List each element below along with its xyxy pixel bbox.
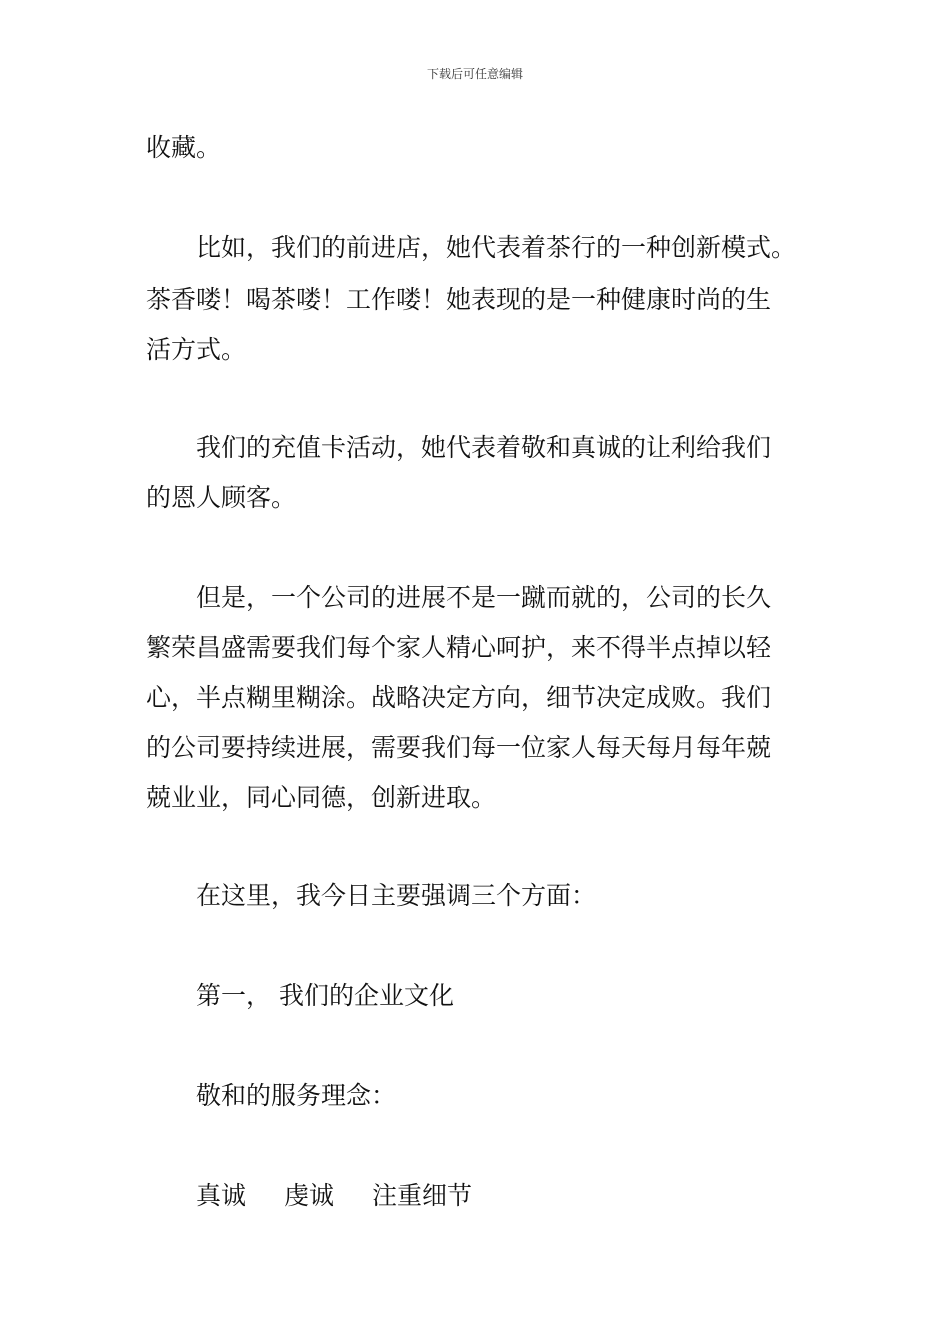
paragraph-line: 在这里，我今日主要强调三个方面： (196, 881, 597, 910)
paragraph-line: 兢业业，同心同德，创新进取。 (146, 783, 497, 812)
page-header: 下载后可任意编辑 (426, 67, 523, 81)
paragraph-line: 繁荣昌盛需要我们每个家人精心呵护，来不得半点掉以轻 (146, 633, 772, 662)
paragraph-line: 我们的充值卡活动，她代表着敬和真诚的让利给我们 (196, 433, 772, 462)
section-heading: 第一， 我们的企业文化 (196, 981, 454, 1010)
paragraph-line: 的公司要持续进展，需要我们每一位家人每天每月每年兢 (146, 733, 772, 762)
paragraph-line: 但是，一个公司的进展不是一蹴而就的，公司的长久 (196, 583, 772, 612)
values-list (196, 1180, 472, 1212)
paragraph-line: 收藏。 (146, 133, 222, 162)
subheading: 敬和的服务理念： (196, 1081, 397, 1110)
paragraph-line: 比如，我们的前进店，她代表着茶行的一种创新模式。 (196, 233, 797, 262)
paragraph-line: 茶香喽！喝茶喽！工作喽！她表现的是一种健康时尚的生 (146, 285, 772, 314)
paragraph-line: 的恩人顾客。 (146, 483, 297, 512)
value-item: 真诚 (196, 1181, 247, 1210)
value-item: 虔诚 (284, 1181, 335, 1210)
paragraph-line: 活方式。 (146, 335, 247, 364)
value-item: 注重细节 (372, 1181, 473, 1210)
paragraph-line: 心，半点糊里糊涂。战略决定方向，细节决定成败。我们 (146, 683, 772, 712)
